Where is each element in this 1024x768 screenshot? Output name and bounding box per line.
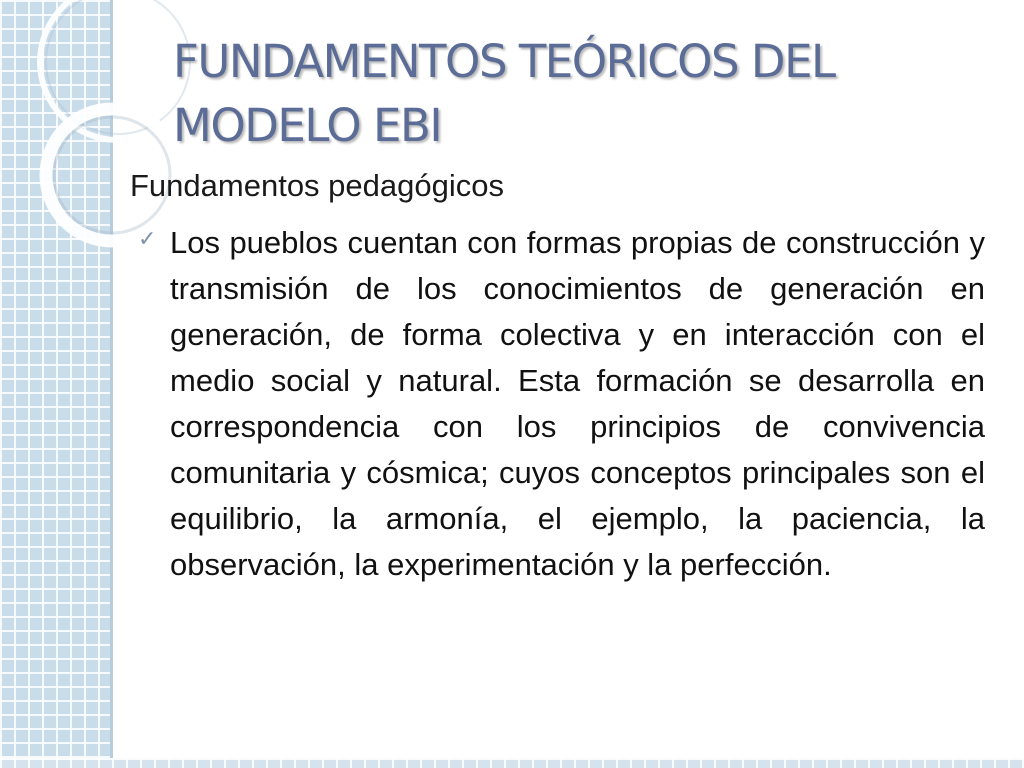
section-subtitle: Fundamentos pedagógicos bbox=[130, 168, 504, 203]
side-grid-panel bbox=[0, 0, 113, 768]
slide-title: FUNDAMENTOS TEÓRICOS DEL MODELO EBI bbox=[173, 35, 835, 152]
bullet-paragraph: Los pueblos cuentan con formas propias de construcción y transmisión de los conocimientos de generación en generación, de forma colectiva y en interacción con el medio social y natural. Esta formación se desarrolla en correspondencia con los principios de convivencia comunitaria y cósmica; cuyos conceptos principales son el equilibrio, la armonía, el ejemplo, la paciencia, la observación, la experimentación y la perfección. bbox=[170, 225, 985, 582]
checkmark-icon: ✓ bbox=[138, 227, 157, 252]
bottom-grid-strip bbox=[0, 758, 1024, 768]
